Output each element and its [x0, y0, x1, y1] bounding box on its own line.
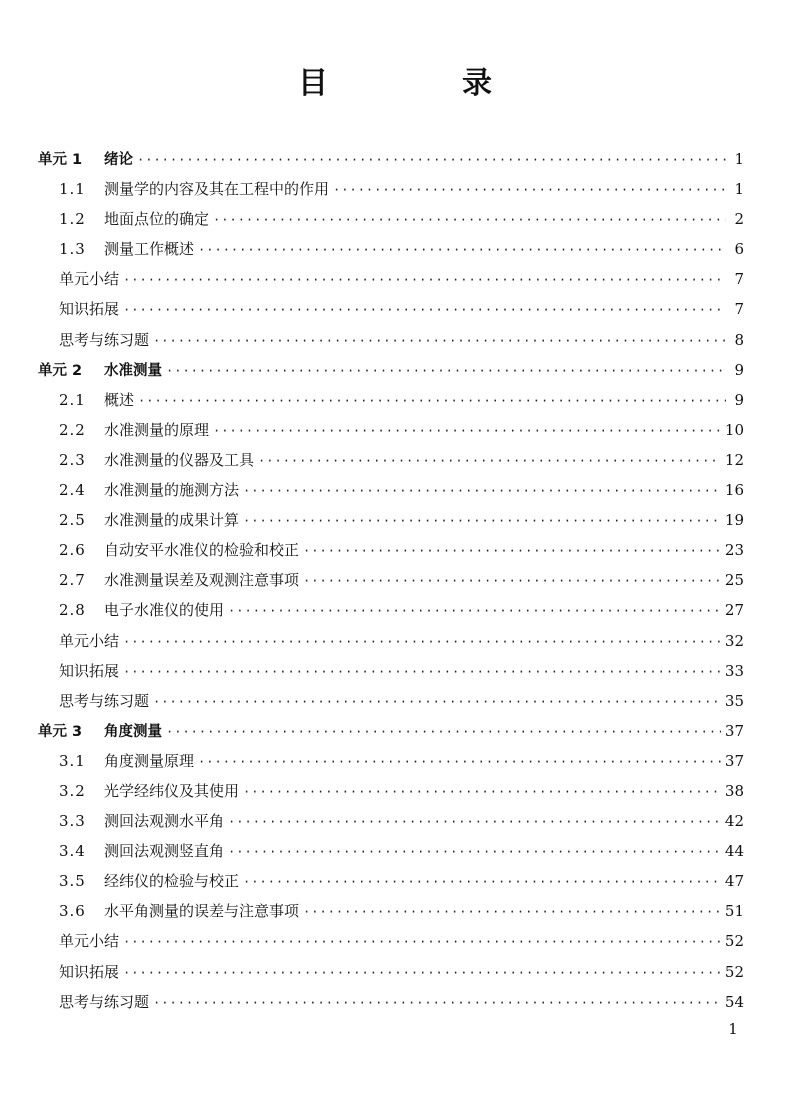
- toc-sub-entry[interactable]: [38, 957, 744, 987]
- dot-leader: [213, 416, 721, 446]
- toc-sub-entry[interactable]: [38, 926, 744, 956]
- toc-entry-label: 角度测量原理: [104, 751, 195, 770]
- toc-section-entry[interactable]: [38, 234, 744, 264]
- dot-leader: [303, 536, 721, 566]
- toc-entry-label: 电子水准仪的使用: [104, 601, 225, 620]
- toc-entry-page: 12: [724, 450, 744, 469]
- toc-entry-label: 水准测量的仪器及工具: [104, 450, 255, 469]
- toc-unit-entry[interactable]: [38, 144, 744, 174]
- toc-entry-page: 47: [724, 872, 744, 891]
- dot-leader: [228, 596, 721, 626]
- toc-entry-label: 水平角测量的误差与注意事项: [104, 902, 300, 921]
- toc-entry-number: 1.1: [59, 180, 86, 199]
- toc-entry-page: 7: [734, 300, 744, 319]
- toc-entry-number: 单元 3: [38, 723, 83, 740]
- toc-section-entry[interactable]: [38, 836, 744, 866]
- dot-leader: [228, 837, 721, 867]
- toc-section-entry[interactable]: [38, 385, 744, 415]
- dot-leader: [243, 867, 721, 897]
- toc-entry-page: 9: [734, 390, 744, 409]
- toc-entry-page: 37: [724, 751, 744, 770]
- toc-entry-page: 6: [734, 240, 744, 259]
- toc-entry-page: 51: [724, 902, 744, 921]
- toc-section-entry[interactable]: [38, 595, 744, 625]
- dot-leader: [243, 476, 721, 506]
- dot-leader: [123, 927, 721, 957]
- toc-entry-number: 3.3: [59, 812, 86, 831]
- toc-entry-label: 知识拓展: [59, 300, 120, 319]
- toc-section-entry[interactable]: [38, 565, 744, 595]
- toc-section-entry[interactable]: [38, 445, 744, 475]
- dot-leader: [123, 958, 721, 988]
- toc-entry-label: 测回法观测竖直角: [104, 842, 225, 861]
- toc-unit-entry[interactable]: [38, 716, 744, 746]
- toc-entry-label: 思考与练习题: [59, 691, 150, 710]
- toc-entry-page: 7: [734, 270, 744, 289]
- toc-entry-label: 测量学的内容及其在工程中的作用: [104, 180, 330, 199]
- dot-leader: [258, 446, 721, 476]
- dot-leader: [303, 566, 721, 596]
- dot-leader: [166, 356, 726, 386]
- toc-entry-number: 2.2: [59, 420, 86, 439]
- toc-entry-number: 3.2: [59, 781, 86, 800]
- page-title: 目 录: [298, 66, 544, 101]
- toc-entry-label: 测量工作概述: [104, 240, 195, 259]
- toc-entry-label: 单元小结: [59, 631, 120, 650]
- toc-entry-page: 37: [724, 721, 744, 740]
- toc-entry-label: 知识拓展: [59, 962, 120, 981]
- dot-leader: [243, 506, 721, 536]
- toc-entry-number: 3.4: [59, 842, 86, 861]
- dot-leader: [153, 988, 721, 1018]
- toc-section-entry[interactable]: [38, 174, 744, 204]
- toc-sub-entry[interactable]: [38, 264, 744, 294]
- toc-entry-number: 2.3: [59, 450, 86, 469]
- toc-entry-label: 思考与练习题: [59, 330, 150, 349]
- toc-entry-label: 水准测量: [104, 362, 162, 379]
- toc-entry-number: 2.5: [59, 511, 86, 530]
- toc-entry-number: 2.4: [59, 481, 86, 500]
- dot-leader: [137, 145, 726, 175]
- toc-entry-number: 2.1: [59, 390, 86, 409]
- dot-leader: [303, 897, 721, 927]
- dot-leader: [153, 326, 726, 356]
- toc-entry-page: 38: [724, 781, 744, 800]
- toc-entry-label: 单元小结: [59, 270, 120, 289]
- toc-entry-page: 54: [724, 992, 744, 1011]
- dot-leader: [198, 235, 726, 265]
- toc-entry-page: 9: [734, 360, 744, 379]
- toc-sub-entry[interactable]: [38, 294, 744, 324]
- dot-leader: [228, 807, 721, 837]
- toc-entry-page: 23: [724, 541, 744, 560]
- toc-entry-number: 1.3: [59, 240, 86, 259]
- dot-leader: [123, 265, 726, 295]
- toc-sub-entry[interactable]: [38, 686, 744, 716]
- toc-section-entry[interactable]: [38, 896, 744, 926]
- toc-unit-entry[interactable]: [38, 355, 744, 385]
- dot-leader: [123, 627, 721, 657]
- toc-entry-number: 1.2: [59, 210, 86, 229]
- toc-entry-page: 8: [734, 330, 744, 349]
- toc-entry-page: 2: [734, 210, 744, 229]
- dot-leader: [333, 175, 726, 205]
- toc-entry-page: 19: [724, 511, 744, 530]
- toc-entry-page: 16: [724, 481, 744, 500]
- toc-entry-label: 水准测量的原理: [104, 420, 210, 439]
- toc-entry-page: 25: [724, 571, 744, 590]
- dot-leader: [166, 717, 721, 747]
- toc-entry-label: 单元小结: [59, 932, 120, 951]
- toc-entry-label: 角度测量: [104, 723, 162, 740]
- toc-entry-page: 52: [724, 932, 744, 951]
- toc-section-entry[interactable]: [38, 415, 744, 445]
- toc-section-entry[interactable]: [38, 866, 744, 896]
- toc-entry-number: 2.6: [59, 541, 86, 560]
- dot-leader: [138, 386, 726, 416]
- table-of-contents: [38, 144, 744, 1017]
- toc-entry-label: 思考与练习题: [59, 992, 150, 1011]
- toc-section-entry[interactable]: [38, 475, 744, 505]
- toc-entry-number: 3.1: [59, 751, 86, 770]
- toc-sub-entry[interactable]: [38, 325, 744, 355]
- toc-entry-number: 2.8: [59, 601, 86, 620]
- toc-entry-number: 单元 2: [38, 362, 83, 379]
- toc-entry-number: 单元 1: [38, 152, 83, 168]
- dot-leader: [123, 295, 726, 325]
- dot-leader: [213, 205, 726, 235]
- toc-section-entry[interactable]: [38, 505, 744, 535]
- dot-leader: [123, 657, 721, 687]
- toc-entry-label: 绪论: [104, 152, 133, 168]
- toc-entry-label: 地面点位的确定: [104, 210, 210, 229]
- toc-entry-label: 经纬仪的检验与校正: [104, 872, 240, 891]
- toc-entry-page: 42: [724, 812, 744, 831]
- toc-section-entry[interactable]: [38, 806, 744, 836]
- toc-entry-label: 水准测量的施测方法: [104, 481, 240, 500]
- toc-sub-entry[interactable]: [38, 987, 744, 1017]
- toc-sub-entry[interactable]: [38, 626, 744, 656]
- toc-section-entry[interactable]: [38, 776, 744, 806]
- toc-entry-page: 52: [724, 962, 744, 981]
- toc-entry-label: 水准测量误差及观测注意事项: [104, 571, 300, 590]
- toc-entry-page: 33: [724, 661, 744, 680]
- toc-entry-page: 10: [724, 420, 744, 439]
- toc-entry-label: 光学经纬仪及其使用: [104, 781, 240, 800]
- toc-entry-page: 32: [724, 631, 744, 650]
- toc-entry-label: 自动安平水准仪的检验和校正: [104, 541, 300, 560]
- toc-entry-label: 水准测量的成果计算: [104, 511, 240, 530]
- toc-entry-number: 2.7: [59, 571, 86, 590]
- page-number: 1: [728, 1020, 738, 1038]
- toc-entry-number: 3.6: [59, 902, 86, 921]
- toc-sub-entry[interactable]: [38, 656, 744, 686]
- dot-leader: [198, 747, 721, 777]
- toc-entry-page: 1: [734, 150, 744, 168]
- toc-entry-label: 测回法观测水平角: [104, 812, 225, 831]
- toc-section-entry[interactable]: [38, 204, 744, 234]
- toc-entry-page: 44: [724, 842, 744, 861]
- toc-entry-page: 27: [724, 601, 744, 620]
- toc-section-entry[interactable]: [38, 535, 744, 565]
- toc-entry-number: 3.5: [59, 872, 86, 891]
- toc-entry-label: 知识拓展: [59, 661, 120, 680]
- toc-entry-label: 概述: [104, 390, 135, 409]
- dot-leader: [153, 687, 721, 717]
- dot-leader: [243, 777, 721, 807]
- toc-section-entry[interactable]: [38, 746, 744, 776]
- toc-entry-page: 1: [734, 180, 744, 199]
- toc-entry-page: 35: [724, 691, 744, 710]
